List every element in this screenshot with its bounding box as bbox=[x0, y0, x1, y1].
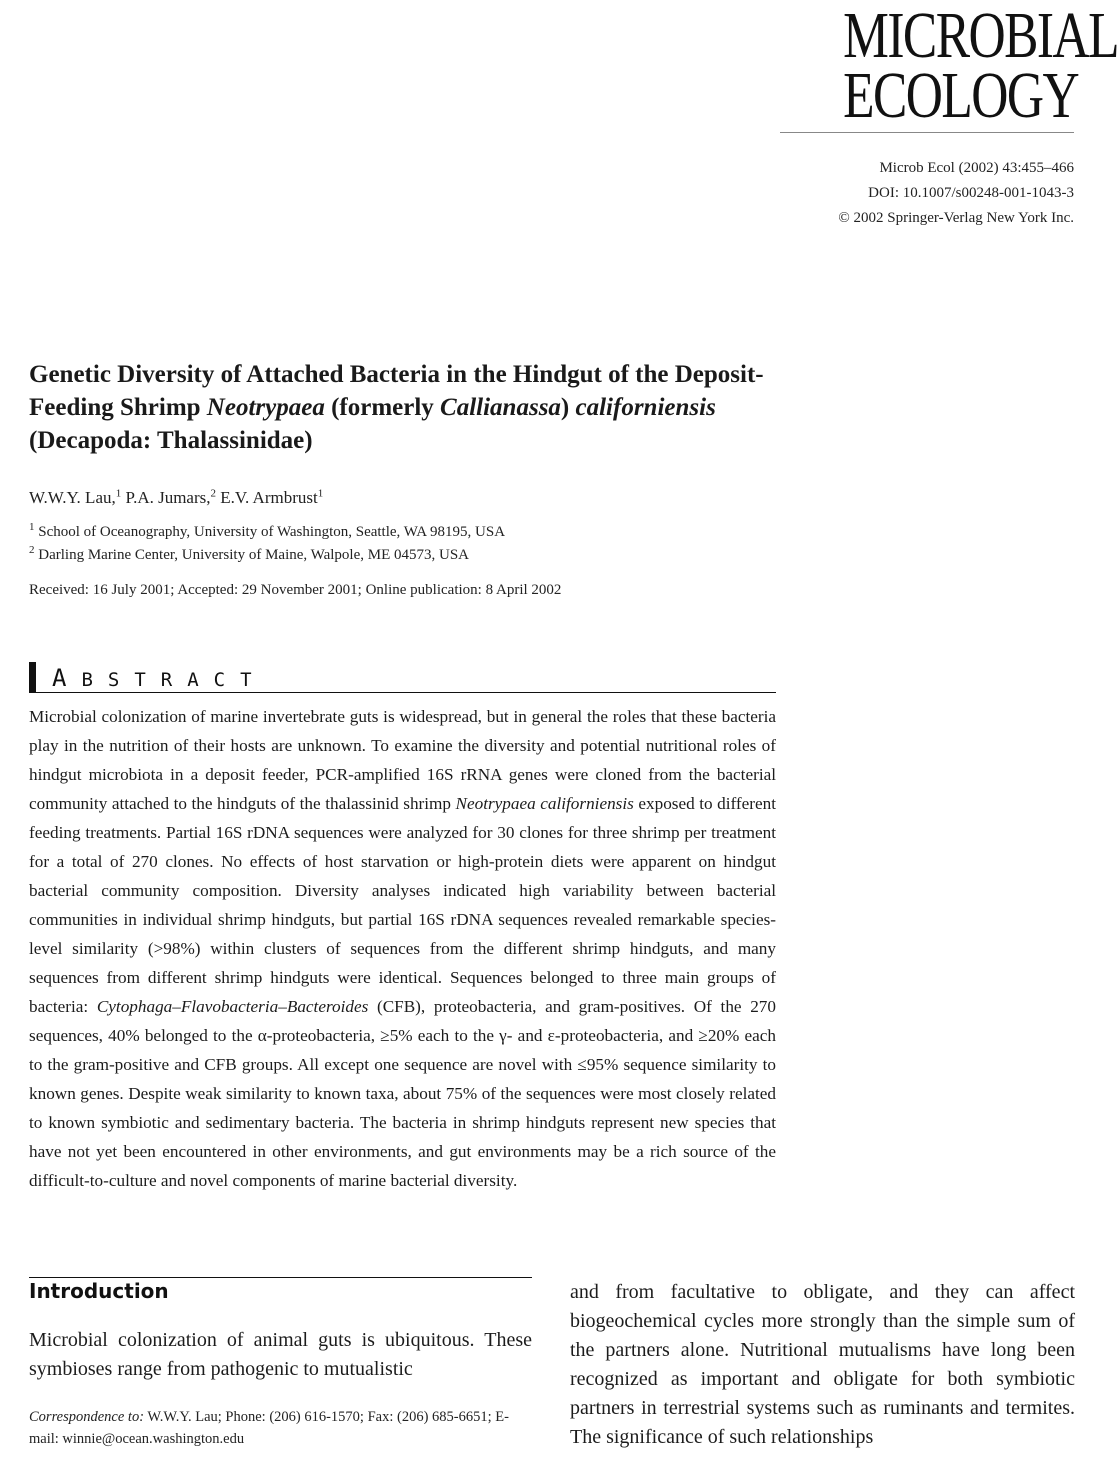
affiliation bbox=[29, 544, 470, 564]
author-affil-mark: 1 bbox=[317, 487, 324, 500]
affiliation-mark: 2 bbox=[29, 544, 35, 556]
abstract-segment: exposed to different feeding treatments. Partial 16S rDNA sequences were analyzed for 30 clones for three shrimp per treatment for a total of 270 clones. No effects of host starvation or high-protein diets were apparent on hindgut bacterial community composition. Diversity analyses indicated high variability between bacterial communities in individual shrimp hindguts, but partial 16S rDNA sequences revealed remarkable species-level similarity (>98%) within clusters of sequences from the different shrimp hindguts, and many sequences from different shrimp hindguts were identical. Sequences belonged to three main groups of bacteria: bbox=[29, 794, 777, 1016]
introduction-heading: Introduction bbox=[29, 1279, 169, 1303]
article-title bbox=[29, 358, 789, 457]
abstract-segment: (CFB), proteobacteria, and gram-positives. Of the 270 sequences, 40% belonged to the α-proteobacteria, ≥5% each to the γ- and ε-proteobacteria, and ≥20% each to the gram-positive and CFB groups. All except one sequence are novel with ≤95% sequence similarity to known genes. Despite weak similarity to known taxa, about 75% of the sequences were most closely related to known symbiotic and sedimentary bacteria. The bacteria in shrimp hindguts represent new species that have not yet been encountered in other environments, and gut environments may be a rich source of the difficult-to-culture and novel components of marine bacterial diversity. bbox=[29, 997, 776, 1190]
abstract-species: Neotrypaea californiensis bbox=[455, 794, 634, 813]
doi: DOI: 10.1007/s00248-001-1043-3 bbox=[868, 185, 1074, 201]
journal-masthead bbox=[778, 0, 1118, 132]
journal-citation: Microb Ecol (2002) 43:455–466 bbox=[879, 160, 1074, 176]
affiliation-mark: 1 bbox=[29, 521, 35, 533]
publication-dates: Received: 16 July 2001; Accepted: 29 November 2001; Online publication: 8 April 2002 bbox=[29, 582, 562, 598]
journal-name-line1: MICROBIAL bbox=[843, 0, 1118, 72]
title-species-epithet: californiensis bbox=[575, 394, 716, 421]
introduction-divider bbox=[29, 1277, 532, 1278]
introduction-text: Microbial colonization of animal guts is ubiquitous. These symbioses range from pathogenic to mutualistic bbox=[29, 1329, 532, 1380]
title-part: ) bbox=[560, 394, 576, 421]
abstract-divider bbox=[29, 692, 776, 693]
correspondence-details: W.W.Y. Lau; Phone: (206) 616-1570; Fax: (206) 685-6651; E-mail: winnie@ocean.washington.edu bbox=[29, 1409, 509, 1447]
abstract-heading-rest: BSTRACT bbox=[81, 669, 267, 691]
abstract-segment: Microbial colonization of marine invertebrate guts is widespread, but in general the roles that these bacteria play in the nutrition of their hosts are unknown. To examine the diversity and potential nutritional roles of hindgut microbiota in a deposit feeder, PCR-amplified 16S rRNA genes were cloned from the bacterial community attached to the hindguts of the thalassinid shrimp bbox=[29, 707, 776, 813]
abstract-marker-bar bbox=[29, 662, 36, 693]
masthead-divider bbox=[780, 132, 1074, 133]
title-genus: Callianassa bbox=[440, 394, 561, 421]
title-part: (formerly bbox=[324, 394, 441, 421]
title-part: (Decapoda: Thalassinidae) bbox=[29, 427, 313, 454]
correspondence-label: Correspondence to: bbox=[29, 1409, 145, 1425]
journal-name-line2: ECOLOGY bbox=[843, 59, 1079, 132]
abstract-taxa: Cytophaga–Flavobacteria–Bacteroides bbox=[96, 997, 369, 1016]
author-affil-mark: 2 bbox=[210, 487, 217, 500]
copyright: © 2002 Springer-Verlag New York Inc. bbox=[838, 210, 1074, 226]
citation-block bbox=[838, 156, 1074, 231]
affiliation bbox=[29, 521, 506, 541]
author-name: W.W.Y. Lau, bbox=[29, 488, 116, 507]
abstract-text bbox=[29, 702, 776, 1195]
author-affil-mark: 1 bbox=[115, 487, 122, 500]
title-part: Genetic Diversity of Attached Bacteria in the Hindgut of the Deposit-Feeding Shrimp bbox=[29, 361, 764, 421]
author-name: E.V. Armbrust bbox=[220, 488, 318, 507]
affiliation-text: School of Oceanography, University of Washington, Seattle, WA 98195, USA bbox=[38, 524, 506, 540]
introduction-continued-text: and from facultative to obligate, and they can affect biogeochemical cycles more strongly than the simple sum of the partners alone. Nutritional mutualisms have long been recognized as important and obligate for both symbiotic partners in terrestrial systems such as ruminants and termites. The significance of such relationships bbox=[570, 1281, 1075, 1448]
abstract-heading-initial: A bbox=[52, 664, 82, 692]
author-list bbox=[29, 488, 323, 508]
abstract-heading bbox=[52, 664, 267, 692]
title-species: Neotrypaea bbox=[206, 394, 325, 421]
affiliation-text: Darling Marine Center, University of Maine, Walpole, ME 04573, USA bbox=[38, 547, 470, 563]
author-name: P.A. Jumars, bbox=[125, 488, 211, 507]
correspondence-note bbox=[29, 1406, 532, 1450]
